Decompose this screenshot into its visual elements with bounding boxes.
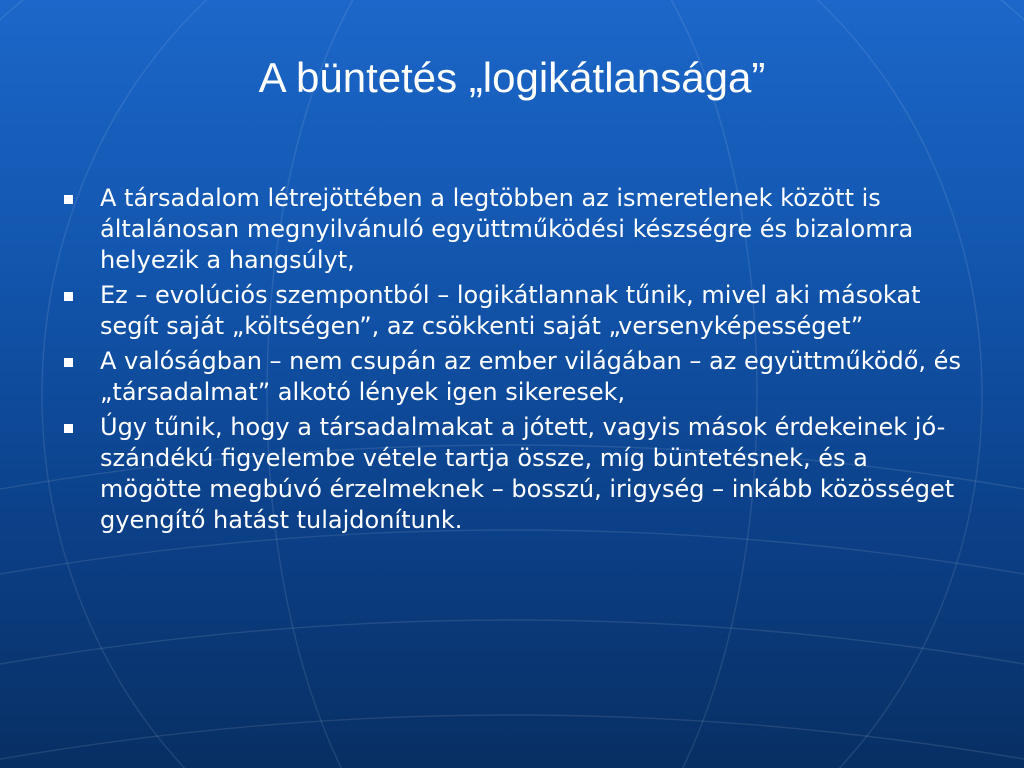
square-bullet-icon: [64, 195, 73, 204]
slide-title: A büntetés „logikátlansága”: [258, 54, 766, 101]
square-bullet-icon: [64, 292, 73, 301]
bullet-text: Úgy tűnik, hogy a társadalmakat a jótett, vagyis mások érdekeinek jó-szándékú figyelembe vétele tartja össze, míg büntetésnek, és a mögötte megbúvó érzelmeknek – bosszú, irigység – inkább közösséget gyengítő hatást tulajdonítunk.: [100, 413, 955, 534]
bullet-item: [62, 183, 962, 276]
bullet-list: [62, 183, 962, 540]
bullet-text: A valóságban – nem csupán az ember világában – az együttműködő, és „társadalmat” alkotó lények igen sikeresek,: [100, 347, 961, 406]
bullet-item: [62, 346, 962, 408]
square-bullet-icon: [64, 358, 73, 367]
bullet-text: A társadalom létrejöttében a legtöbben az ismeretlenek között is általánosan megnyilvánuló együttműködési készségre és bizalomra helyezik a hangsúlyt,: [100, 184, 914, 274]
bullet-item: [62, 280, 962, 342]
square-bullet-icon: [64, 424, 73, 433]
bullet-item: [62, 412, 962, 536]
bullet-text: Ez – evolúciós szempontból – logikátlannak tűnik, mivel aki másokat segít saját „költségen”, az csökkenti saját „versenyképességet”: [100, 281, 921, 340]
